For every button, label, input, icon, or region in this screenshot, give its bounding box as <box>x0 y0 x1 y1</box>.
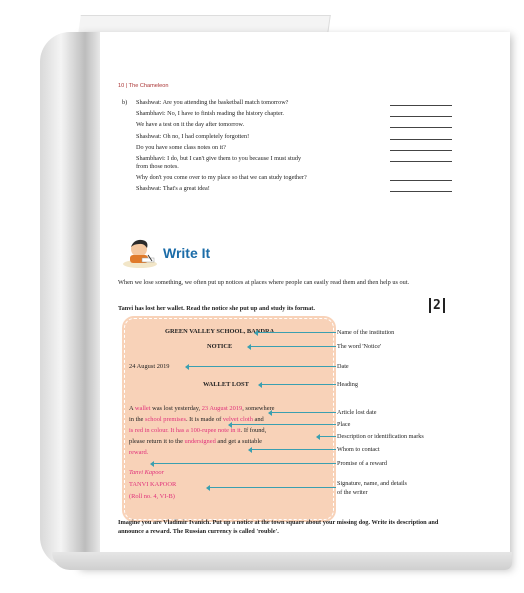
answer-line <box>390 180 452 181</box>
section-heading <box>122 237 210 269</box>
running-head: 10 | The Chameleon <box>118 83 169 89</box>
exercise-label: b) <box>122 99 128 106</box>
pointer-arrow <box>320 436 336 437</box>
answer-line <box>390 116 452 117</box>
pointer-arrow <box>210 487 336 488</box>
pointer-arrow <box>154 463 336 464</box>
label-description: Description or identification marks <box>337 433 424 440</box>
book-spine <box>40 32 100 567</box>
answer-line <box>390 139 452 140</box>
notice-writer-details: (Roll no. 4, VI-B) <box>129 493 175 500</box>
writing-task: Imagine you are Vladimir Ivanich. Put up a notice at the town square about your missing dog. Write its description and announce a reward. The Russian currency is called 'rouble'. <box>118 519 439 535</box>
intro-paragraph: When we lose something, we often put up notices at places where people can easily read them and then help us out. <box>118 279 410 286</box>
dialogue-row: from those notes. <box>136 162 179 170</box>
answer-line <box>390 150 452 151</box>
label-heading: Heading <box>337 381 358 388</box>
dialogue-row: Shambhavi: No, I have to finish reading the history chapter. <box>122 110 462 117</box>
label-signature: Signature, name, and details <box>337 480 407 487</box>
writing-boy-icon <box>122 237 158 269</box>
sample-notice <box>124 318 334 520</box>
dialogue-row: We have a test on it the day after tomorrow. <box>122 121 462 128</box>
dialogue-row: Do you have some class notes on it? <box>122 144 462 151</box>
instruction-text: Tanvi has lost her wallet. Read the notice she put up and study its format. <box>118 305 315 312</box>
label-notice-word: The word 'Notice' <box>337 343 382 350</box>
notice-body-line: is red in colour. It has a 100-rupee note in it. If found, <box>129 427 267 434</box>
dialogue-row: Shambhavi: I do, but I can't give them to you because I must study <box>122 155 462 162</box>
notice-body-line: A wallet was lost yesterday, 23 August 2019, somewhere <box>129 405 275 412</box>
label-place: Place <box>337 421 351 428</box>
dialogue-row: Shashwat: Oh no, I had completely forgotten! <box>122 133 462 140</box>
answer-line <box>390 161 452 162</box>
notice-body-line: in the school premises. It is made of velvet cloth and <box>129 416 264 423</box>
pointer-arrow <box>272 412 336 413</box>
label-reward: Promise of a reward <box>337 460 387 467</box>
label-signature-cont: of the writer <box>337 489 368 496</box>
answer-line <box>390 105 452 106</box>
label-institution: Name of the institution <box>337 329 395 336</box>
notice-body-line: reward. <box>129 449 149 456</box>
answer-line <box>390 127 452 128</box>
notice-writer-name: TANVI KAPOOR <box>129 481 177 488</box>
notice-word: NOTICE <box>207 343 233 350</box>
pointer-arrow <box>262 384 336 385</box>
notice-date: 24 August 2019 <box>129 363 170 370</box>
notice-signature: Tanvi Kapoor <box>129 469 165 476</box>
dialogue-row: Shashwat: That's a great idea! <box>122 185 462 192</box>
pointer-arrow <box>252 449 336 450</box>
label-article-date: Article lost date <box>337 409 377 416</box>
pointer-arrow <box>232 424 336 425</box>
answer-line <box>390 191 452 192</box>
pointer-arrow <box>189 366 336 367</box>
notice-school: GREEN VALLEY SCHOOL, BANDRA <box>165 328 275 335</box>
pointer-arrow <box>258 332 336 333</box>
label-contact: Whom to contact <box>337 446 380 453</box>
label-date: Date <box>337 363 349 370</box>
dialogue-row: b) Shashwat: Are you attending the basketball match tomorrow? <box>122 99 462 106</box>
dialogue-row: Why don't you come over to my place so that we can study together? <box>122 174 462 181</box>
notice-body-line: please return it to the undersigned and get a suitable <box>129 438 262 445</box>
notice-title: WALLET LOST <box>203 381 249 388</box>
pointer-arrow <box>251 346 336 347</box>
book-bottom-edge <box>52 552 512 570</box>
pair-work-icon: 2 <box>429 298 445 313</box>
section-title: Write It <box>163 245 211 261</box>
dialogue-exercise <box>122 99 462 197</box>
